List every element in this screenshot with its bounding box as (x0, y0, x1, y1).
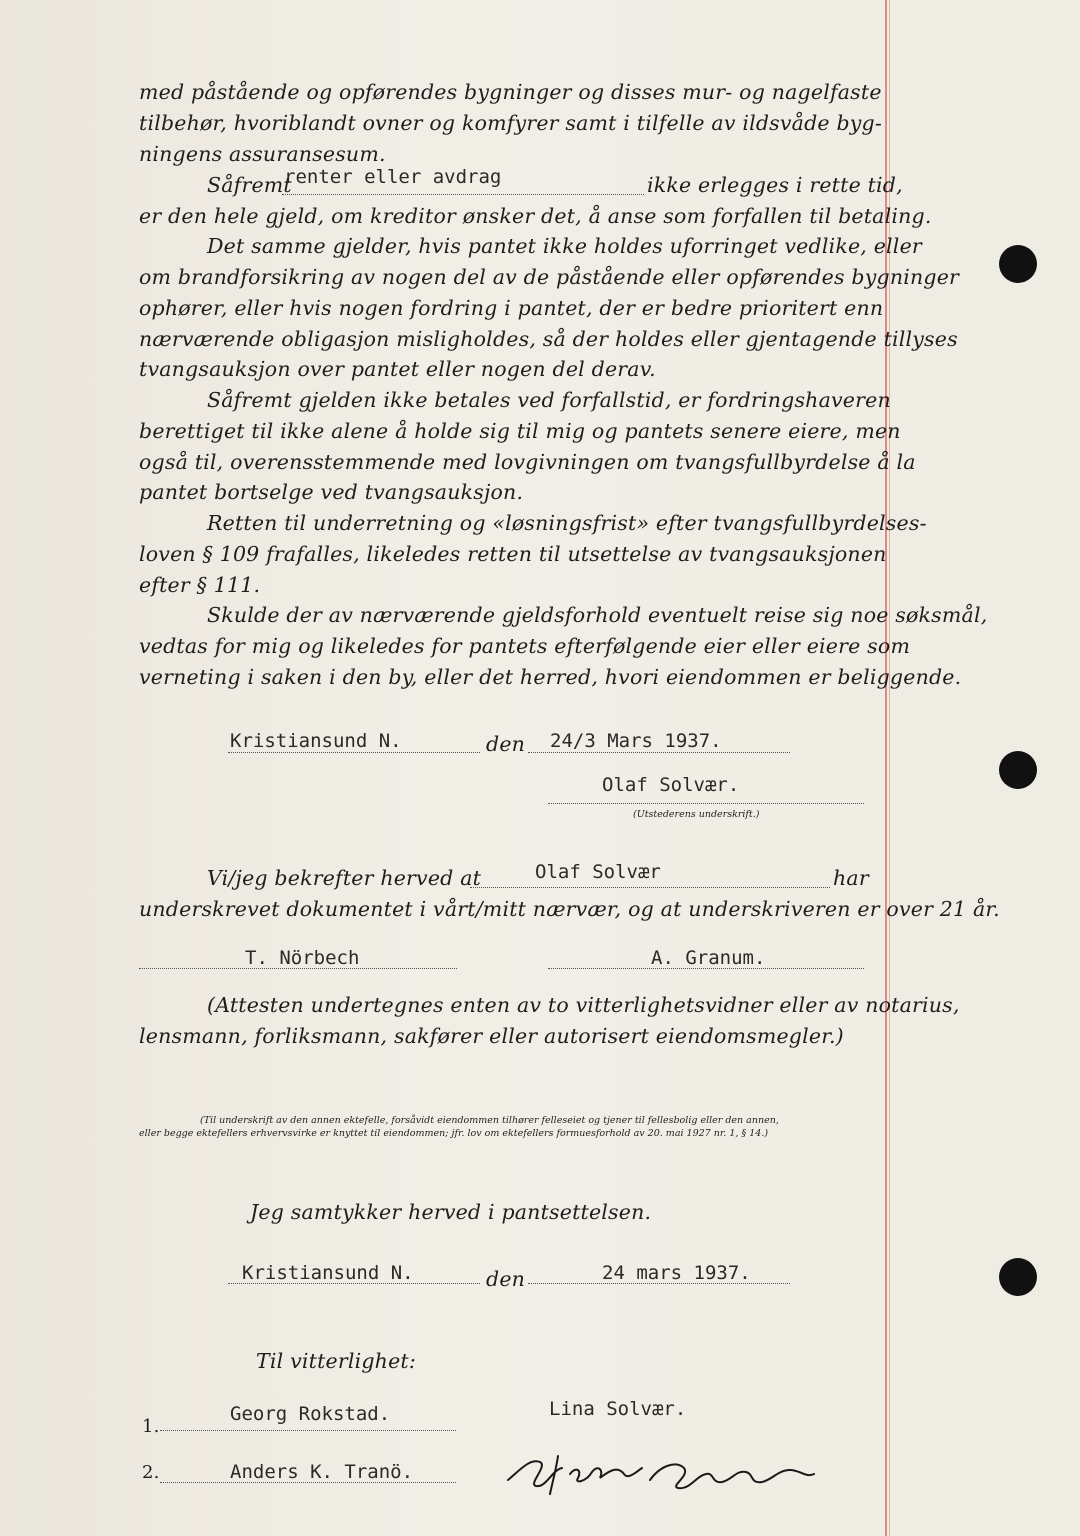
attest-witness-2: A. Granum. (651, 947, 766, 969)
consent-witness-1: Georg Rokstad. (230, 1403, 391, 1425)
body-line: nærværende obligasjon misligholdes, så der holdes eller gjentagende tillyses (139, 327, 958, 351)
den-label: den (486, 1267, 526, 1291)
witness-number: 1. (142, 1416, 160, 1437)
consent-place: Kristiansund N. (242, 1262, 414, 1284)
issuer-signature: Olaf Solvær. (602, 774, 740, 796)
fill-line (470, 887, 830, 888)
den-label: den (486, 732, 526, 756)
issue-date: 24/3 Mars 1937. (550, 730, 722, 752)
body-line: Retten til underretning og «løsningsfrist» efter tvangsfullbyrdelses- (207, 511, 927, 535)
body-line: Skulde der av nærværende gjeldsforhold eventuelt reise sig noe søksmål, (207, 603, 988, 627)
attest-name: Olaf Solvær (535, 861, 661, 883)
body-line: pantet bortselge ved tvangsauksjon. (139, 480, 524, 504)
consent-signer: Lina Solvær. (549, 1398, 687, 1420)
body-line: er den hele gjeld, om kreditor ønsker det, å anse som forfallen til betaling. (139, 204, 932, 228)
attest-note: (Attesten undertegnes enten av to vitterlighetsvidner eller av notarius, (207, 993, 960, 1017)
body-line: efter § 111. (139, 573, 261, 597)
default-suffix: ikke erlegges i rette tid, (647, 173, 903, 197)
punch-hole (999, 751, 1037, 789)
issue-place: Kristiansund N. (230, 730, 402, 752)
body-line: tvangsauksjon over pantet eller nogen del derav. (139, 357, 656, 381)
body-line: vedtas for mig og likeledes for pantets efterfølgende eier eller eiere som (139, 634, 911, 658)
punch-hole (999, 1258, 1037, 1296)
default-filled-text: renter eller avdrag (284, 166, 502, 188)
signature-line (548, 803, 864, 804)
signature-caption: (Utstederens underskrift.) (633, 809, 760, 820)
consent-text: Jeg samtykker herved i pantsettelsen. (250, 1200, 652, 1224)
attest-suffix: har (833, 866, 869, 890)
handwritten-signature (500, 1440, 820, 1500)
consent-date: 24 mars 1937. (602, 1262, 751, 1284)
body-line: med påstående og opførendes bygninger og disses mur- og nagelfaste (139, 80, 882, 104)
body-line: loven § 109 frafalles, likeledes retten til utsettelse av tvangsauksjonen (139, 542, 887, 566)
attest-witness-1: T. Nörbech (245, 947, 360, 969)
body-line: verneting i saken i den by, eller det herred, hvori eiendommen er beliggende. (139, 665, 962, 689)
footnote-line: eller begge ektefellers erhvervsvirke er knyttet til eiendommen; jfr. lov om ektefellers formuesforhold av 20. mai 1927 nr. 1, § 14.) (139, 1128, 769, 1139)
fill-line (282, 194, 644, 195)
witness-line (160, 1430, 456, 1431)
body-line: ningens assuransesum. (139, 142, 386, 166)
attest-line: underskrevet dokumentet i vårt/mitt nærvær, og at underskriveren er over 21 år. (139, 897, 1000, 921)
margin-line (885, 0, 887, 1536)
body-line: om brandforsikring av nogen del av de påstående eller opførendes bygninger (139, 265, 960, 289)
body-line: Såfremt gjelden ikke betales ved forfallstid, er fordringshaveren (207, 388, 891, 412)
body-line: også til, overensstemmende med lovgivningen om tvangsfullbyrdelse å la (139, 450, 916, 474)
fill-line (528, 752, 790, 753)
consent-witness-2: Anders K. Tranö. (230, 1461, 414, 1483)
fill-line (228, 752, 480, 753)
body-line: ophører, eller hvis nogen fordring i pantet, der er bedre prioritert enn (139, 296, 884, 320)
default-prefix: Såfremt (207, 173, 292, 197)
body-line: tilbehør, hvoriblandt ovner og komfyrer samt i tilfelle av ildsvåde byg- (139, 111, 883, 135)
punch-hole (999, 245, 1037, 283)
footnote-line: (Til underskrift av den annen ektefelle, forsåvidt eiendommen tilhører felleseiet og tjener til fellesbolig eller den annen, (200, 1115, 779, 1126)
attest-prefix: Vi/jeg bekrefter herved at (207, 866, 482, 890)
vitterlighet-label: Til vitterlighet: (256, 1349, 416, 1373)
body-line: berettiget til ikke alene å holde sig til mig og pantets senere eiere, men (139, 419, 901, 443)
attest-note: lensmann, forliksmann, sakfører eller autorisert eiendomsmegler.) (139, 1024, 844, 1048)
margin-line-secondary (889, 0, 890, 1536)
body-line: Det samme gjelder, hvis pantet ikke holdes uforringet vedlike, eller (207, 234, 922, 258)
witness-number: 2. (142, 1462, 160, 1483)
